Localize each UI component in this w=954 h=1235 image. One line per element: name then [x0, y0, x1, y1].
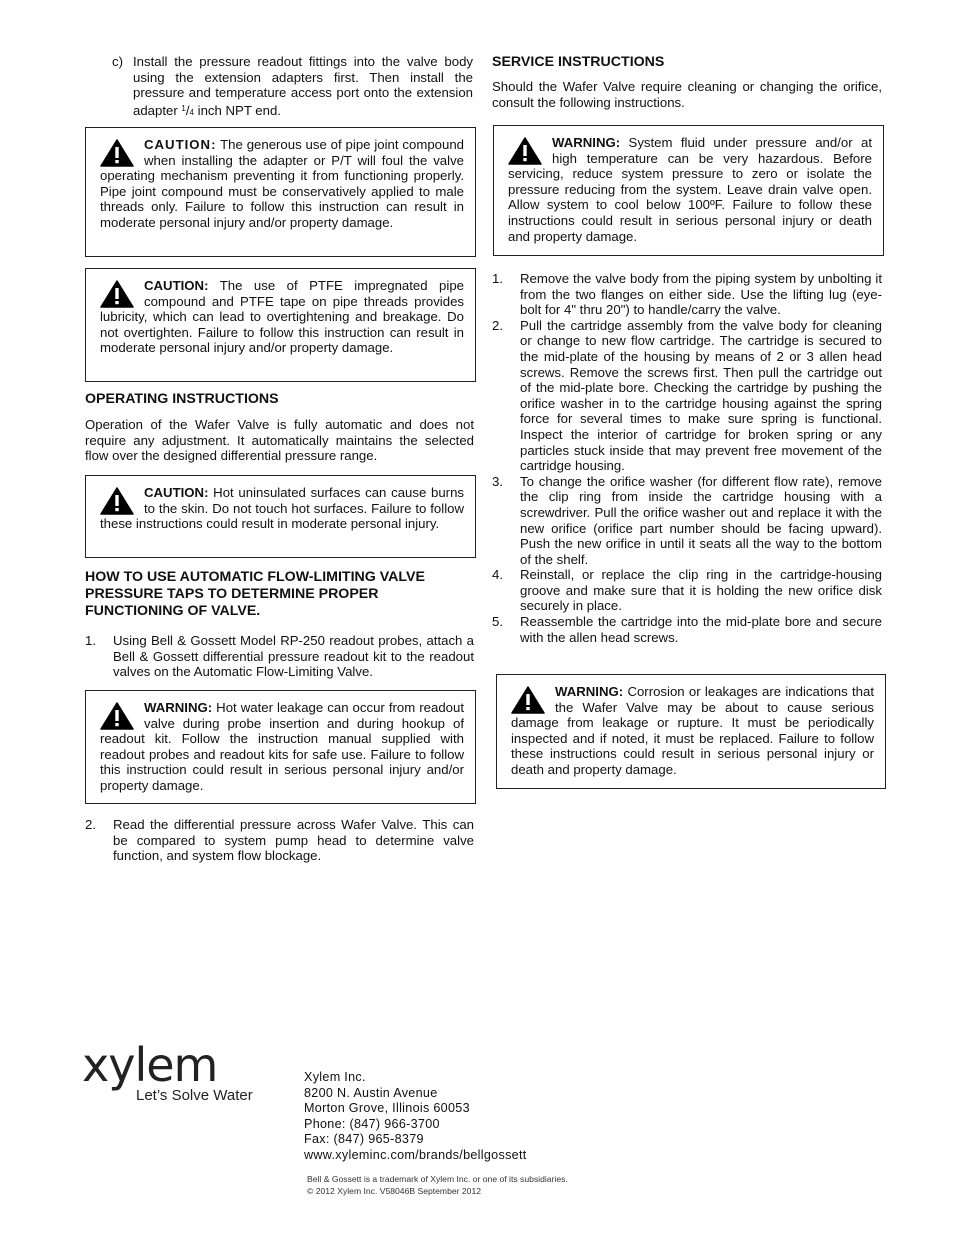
warning-box-hot-water: [85, 690, 476, 804]
item-text: Reassemble the cartridge into the mid-plate bore and secure with the allen head screws.: [520, 614, 882, 645]
caution-box-ptfe: [85, 268, 476, 382]
list-item: [85, 633, 474, 680]
fine-print: [307, 1173, 568, 1197]
service-step-item: [492, 474, 882, 568]
address-line: Morton Grove, Illinois 60053: [304, 1101, 470, 1116]
item-number: 3.: [492, 473, 503, 489]
warning-label: WARNING:: [555, 684, 624, 699]
howto-heading: HOW TO USE AUTOMATIC FLOW-LIMITING VALVE PRESSURE TAPS TO DETERMINE PROPER FUNCTIONING OF VALVE.: [85, 569, 425, 619]
service-text: Should the Wafer Valve require cleaning or changing the orifice, consult the following instructions.: [492, 79, 882, 110]
warning-text: Hot water leakage can occur from readout valve during probe insertion and during hookup of readout kit. Follow the instruction manual supplied with readout probes and readout kits for safe use. Failure to follow this instruction could result in serious personal injury and/or property damage.: [100, 700, 464, 793]
step-label: c): [112, 54, 123, 69]
warning-triangle-icon: [100, 702, 134, 730]
service-step-item: [492, 271, 882, 318]
caution-box-hot-surfaces: [85, 475, 476, 558]
warning-box-corrosion: [496, 674, 886, 789]
item-number: 2.: [492, 317, 503, 333]
copyright-notice: © 2012 Xylem Inc. V58046B September 2012: [307, 1186, 482, 1196]
warning-triangle-icon: [100, 139, 134, 167]
howto-step-2: [85, 817, 474, 864]
item-number: 4.: [492, 567, 503, 583]
step-text: Install the pressure readout fittings into the valve body using the extension adapters first. Then install the pressure and temperature access port onto the extension adapter: [133, 54, 473, 118]
warning-label: WARNING:: [552, 135, 621, 150]
caution-text: The generous use of pipe joint compound when installing the adapter or P/T will foul the valve operating mechanism preventing it from functioning properly. Pipe joint compound must be conservatively applied to male threads only. Failure to follow this instruction can result in moderate personal injury and/or property damage.: [100, 137, 464, 230]
warning-label: WARNING:: [144, 700, 213, 715]
operating-text: Operation of the Wafer Valve is fully automatic and does not require any adjustment. It automatically maintains the selected flow over the designed differential pressure range.: [85, 417, 474, 464]
warning-triangle-icon: [100, 280, 134, 308]
trademark-notice: Bell & Gossett is a trademark of Xylem Inc. or one of its subsidiaries.: [307, 1174, 568, 1184]
service-heading: SERVICE INSTRUCTIONS: [492, 54, 665, 70]
operating-section: [85, 391, 474, 464]
item-text: Remove the valve body from the piping system by unbolting it from the two flanges on either side. Use the lifting lug (eye-bolt for 4" thru 20") to handle/carry the valve.: [520, 271, 882, 318]
fraction-numerator: 1: [181, 103, 186, 113]
item-number: 1.: [85, 633, 96, 648]
caution-label: CAUTION:: [144, 485, 209, 500]
address-line: Phone: (847) 966-3700: [304, 1116, 440, 1131]
item-number: 5.: [492, 614, 503, 630]
howto-section: [85, 569, 474, 680]
service-step-item: [492, 567, 882, 614]
caution-text: The use of PTFE impregnated pipe compound and PTFE tape on pipe threads provides lubricity, which can lead to overtightening and breakage. Do not overtighten. Failure to follow this instruction can result in moderate personal injury and/or property damage.: [100, 278, 464, 356]
install-step-c: c) Install the pressure readout fittings into the valve body using the extension adapters first. Then install the pressure and temperature access port onto the extension adapter $^1$/4 inch NPT end.: [112, 54, 473, 118]
address-line: Fax: (847) 965-8379: [304, 1132, 424, 1147]
item-number: 2.: [85, 817, 96, 832]
fraction-denominator: 4: [189, 107, 194, 117]
step-text-end: inch NPT end.: [193, 102, 281, 118]
warning-text: System fluid under pressure and/or at high temperature can be very hazardous. Before servicing, reduce system pressure to zero or isolate the pressure reducing from the system. Leave drain valve open. Allow system to cool below 100ºF. Failure to follow these instructions could result in serious personal injury or death and property damage.: [508, 135, 872, 244]
service-step-item: [492, 614, 882, 645]
warning-triangle-icon: [511, 686, 545, 714]
caution-box-pipe-compound: [85, 127, 476, 257]
service-section: [492, 54, 882, 110]
item-text: Reinstall, or replace the clip ring in the cartridge-housing groove and make sure that it is holding the new orifice disk securely in place.: [520, 567, 882, 614]
xylem-logo: xylem: [82, 1038, 218, 1092]
address-line: Xylem Inc.: [304, 1070, 366, 1084]
service-steps: [492, 271, 882, 645]
list-item: [85, 817, 474, 864]
item-text: Using Bell & Gossett Model RP-250 readout probes, attach a Bell & Gossett differential pressure readout kit to the readout valves on the Automatic Flow-Limiting Valve.: [113, 633, 474, 680]
website-link[interactable]: www.xyleminc.com/brands/bellgossett: [304, 1147, 527, 1162]
warning-box-system-fluid: [493, 125, 884, 256]
item-text: Read the differential pressure across Wafer Valve. This can be compared to system pump head to determine valve function, and system flow blockage.: [113, 817, 474, 864]
caution-label: CAUTION:: [144, 137, 217, 152]
item-text: To change the orifice washer (for different flow rate), remove the clip ring from inside the cartridge housing with a screwdriver. Pull the orifice washer out and replace it with the new orifice (orifice part number should be facing upward). Push the new orifice in until it seats all the way to the bottom of the shelf.: [520, 473, 882, 567]
address-line: 8200 N. Austin Avenue: [304, 1085, 438, 1100]
company-address: [304, 1070, 527, 1164]
operating-heading: OPERATING INSTRUCTIONS: [85, 391, 279, 407]
logo-tagline: Let’s Solve Water: [136, 1087, 253, 1104]
warning-triangle-icon: [508, 137, 542, 165]
caution-text: Hot uninsulated surfaces can cause burns to the skin. Do not touch hot surfaces. Failure to follow these instructions could result in moderate personal injury.: [100, 485, 464, 532]
service-step-item: [492, 318, 882, 474]
warning-text: Corrosion or leakages are indications that the Wafer Valve may be about to cause serious damage from leakage or rupture. It must be periodically inspected and if noted, it must be replaced. Failure to follow these instructions could result in serious personal injury or death and property damage.: [511, 684, 874, 777]
item-number: 1.: [492, 271, 503, 286]
warning-triangle-icon: [100, 487, 134, 515]
item-text: Pull the cartridge assembly from the valve body for cleaning or change to new flow cartridge. The cartridge is secured to the mid-plate of the housing by means of 2 or 3 allen head screws. Remove the screws first. Then pull the cartridge out of the mid-plate bore. Checking the cartridge by pushing the orifice washer in to the cartridge housing against the spring force for several times to make sure spring is functional. Inspect the interior of cartridge for broken spring or any particles stuck inside that may prevent free movement of the cartridge housing.: [520, 317, 882, 474]
caution-label: CAUTION:: [144, 278, 209, 293]
